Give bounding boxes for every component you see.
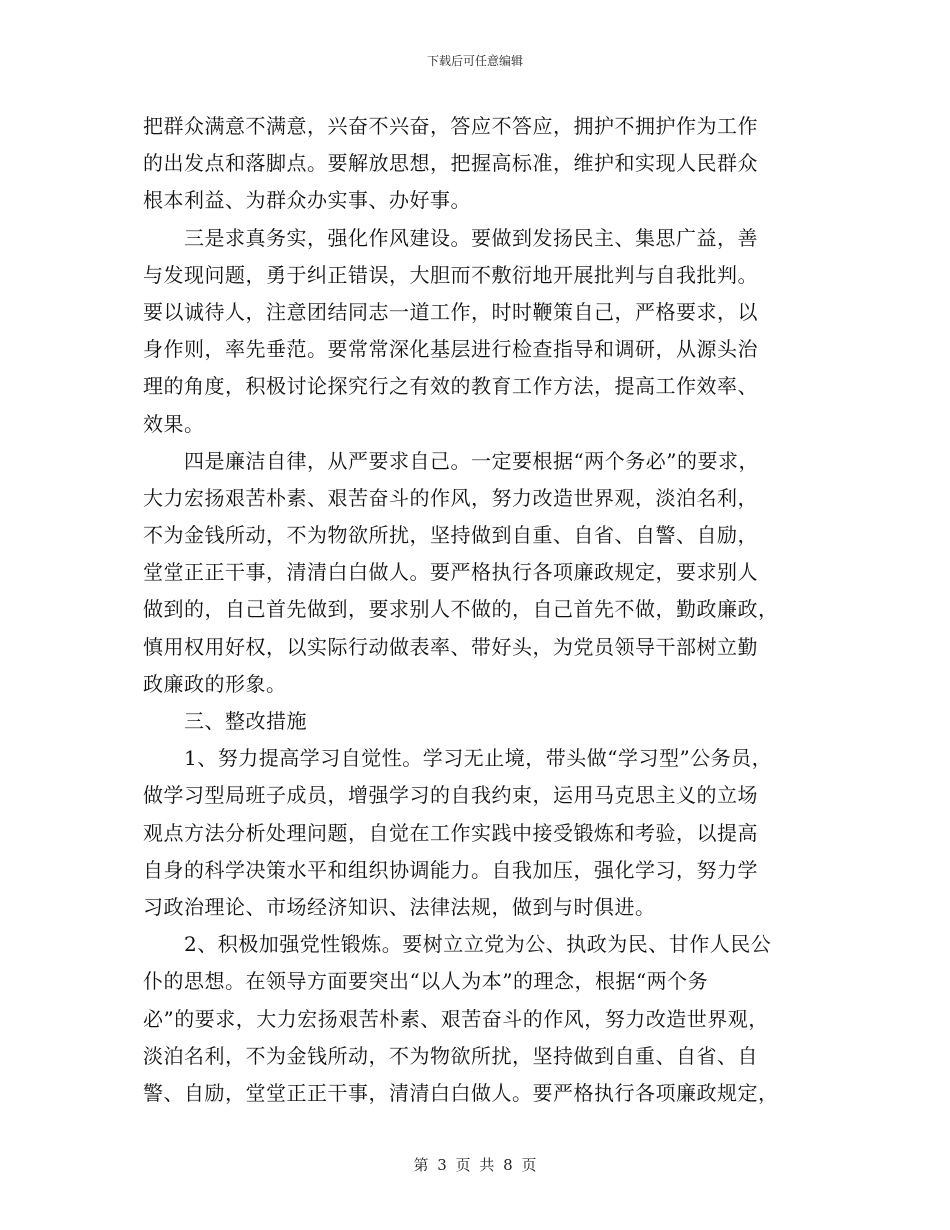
- text-line: 慎用权用好权，以实际行动做表率、带好头，为党员领导干部树立勤: [143, 634, 758, 659]
- text-line: 仆的思想。在领导方面要突出“以人为本”的理念，根据“两个务: [143, 969, 709, 994]
- text-line: 必”的要求，大力宏扬艰苦朴素、艰苦奋斗的作风，努力改造世界观，: [143, 1006, 769, 1031]
- text-line: 与发现问题，勇于纠正错误，大胆而不敷衍地开展批判与自我批判。: [143, 262, 758, 287]
- text-line: 把群众满意不满意，兴奋不兴奋，答应不答应，拥护不拥护作为工作: [143, 114, 758, 138]
- text-line: 观点方法分析处理问题，自觉在工作实践中接受锻炼和考验，以提高: [143, 820, 758, 845]
- text-line: 做到的，自己首先做到，要求别人不做的，自己首先不做，勤政廉政，: [143, 597, 779, 622]
- text-line: 堂堂正正干事，清清白白做人。要严格执行各项廉政规定，要求别人: [143, 560, 758, 585]
- text-line: 做学习型局班子成员，增强学习的自我约束，运用马克思主义的立场: [143, 783, 758, 808]
- text-line: 四是廉洁自律，从严要求自己。一定要根据“两个务必”的要求，: [143, 448, 759, 473]
- page-header-note: 下载后可任意编辑: [426, 54, 523, 68]
- text-line: 警、自励，堂堂正正干事，清清白白做人。要严格执行各项廉政规定，: [143, 1080, 779, 1105]
- document-body: [143, 108, 823, 1112]
- text-line: 大力宏扬艰苦朴素、艰苦奋斗的作风，努力改造世界观，淡泊名利，: [143, 485, 758, 510]
- text-line: 淡泊名利，不为金钱所动，不为物欲所扰，坚持做到自重、自省、自: [143, 1043, 758, 1068]
- text-line: 自身的科学决策水平和组织协调能力。自我加压，强化学习，努力学: [143, 857, 758, 882]
- text-line: 三是求真务实，强化作风建设。要做到发扬民主、集思广益，善: [143, 225, 758, 250]
- text-line: 根本利益、为群众办实事、办好事。: [143, 188, 471, 213]
- section-heading: 三、整改措施: [143, 709, 307, 733]
- text-line: 1、努力提高学习自觉性。学习无止境，带头做“学习型”公务员，: [143, 746, 773, 771]
- text-line: 要以诚待人，注意团结同志一道工作，时时鞭策自己，严格要求，以: [143, 299, 758, 324]
- page-number-footer: 第 3 页 共 8 页: [413, 1156, 537, 1174]
- text-line: 2、积极加强党性锻炼。要树立立党为公、执政为民、甘作人民公: [143, 932, 772, 957]
- text-line: 身作则，率先垂范。要常常深化基层进行检查指导和调研，从源头治: [143, 337, 758, 362]
- text-line: 习政治理论、市场经济知识、法律法规，做到与时俱进。: [143, 894, 656, 919]
- text-line: 政廉政的形象。: [143, 671, 287, 696]
- text-line: 的出发点和落脚点。要解放思想，把握高标准，维护和实现人民群众: [143, 151, 758, 176]
- text-line: 不为金钱所动，不为物欲所扰，坚持做到自重、自省、自警、自励，: [143, 523, 758, 548]
- text-line: 效果。: [143, 411, 205, 436]
- text-line: 理的角度，积极讨论探究行之有效的教育工作方法，提高工作效率、: [143, 374, 758, 399]
